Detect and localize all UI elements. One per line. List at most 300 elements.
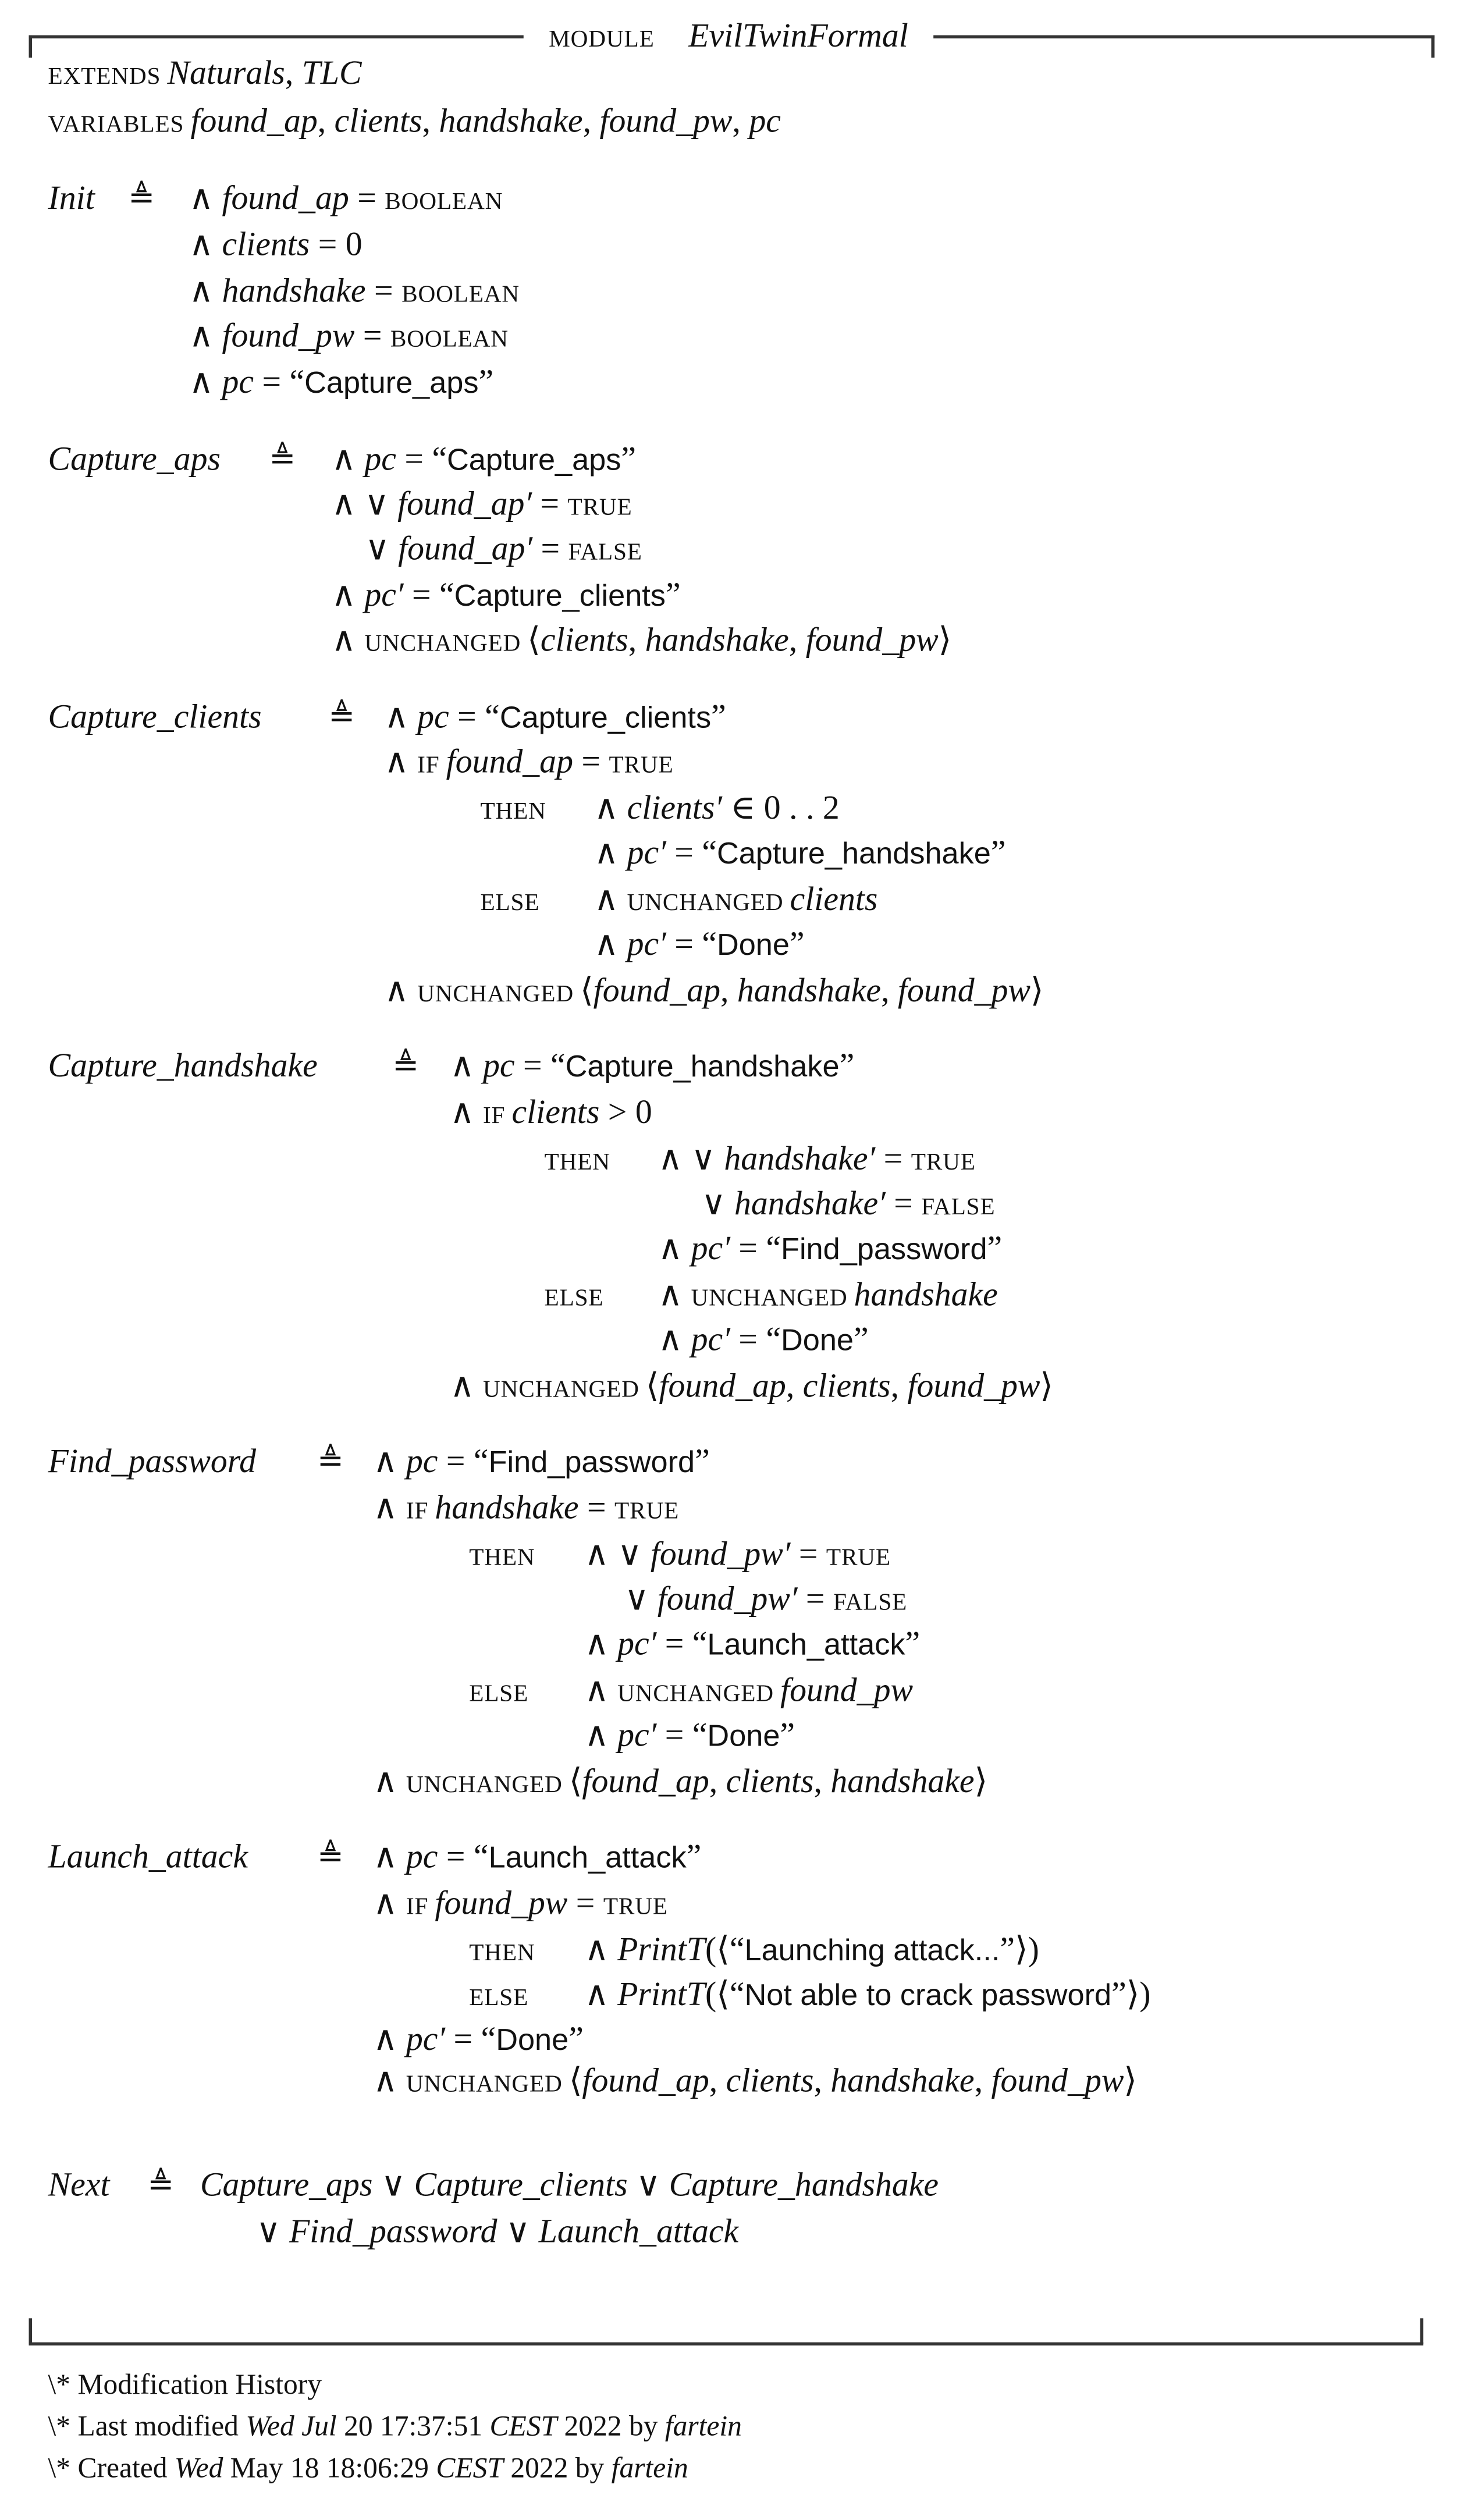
text: , — [813, 1761, 831, 1800]
operator: ∧ — [373, 1837, 406, 1876]
operator: ∧ — [384, 697, 418, 736]
identifier: Launch_attack — [538, 2212, 739, 2251]
identifier: handshake — [854, 1275, 998, 1314]
identifier: pc′ — [627, 924, 666, 963]
keyword: ELSE — [469, 1986, 529, 2012]
identifier: found_pw′ — [657, 1579, 798, 1618]
operator: ∧ — [450, 1366, 483, 1405]
identifier: Find_password — [289, 2212, 497, 2251]
identifier: pc′ — [691, 1320, 730, 1359]
operator: ” — [568, 2019, 584, 2058]
operator: ∨ — [365, 529, 399, 568]
definition-line-find-password — [584, 1534, 891, 1573]
operator: (⟨“ — [705, 1974, 745, 2013]
identifier: clients — [726, 1761, 814, 1800]
keyword: ELSE — [480, 890, 540, 917]
identifier: handshake — [439, 101, 583, 140]
string-literal: Launch_attack — [707, 1629, 905, 1663]
definition-name-init — [48, 178, 95, 217]
operator: ∈ 0 . . 2 — [722, 788, 840, 827]
definition-line-capture-aps — [365, 529, 642, 568]
keyword: TRUE — [614, 1499, 680, 1525]
identifier: found_ap — [593, 971, 721, 1010]
operator: ∧ — [384, 742, 418, 781]
identifier: clients — [540, 620, 628, 659]
definition-line-find-password — [584, 1670, 914, 1709]
identifier: found_pw — [599, 101, 733, 140]
defined-as-symbol: ≜ — [128, 180, 155, 216]
identifier: handshake′ — [734, 1183, 886, 1222]
definition-line-find-password — [469, 1674, 528, 1708]
definition-line-capture-aps — [331, 575, 681, 614]
identifier: Find_password — [48, 1441, 257, 1480]
text: \* Last modified — [48, 2409, 246, 2442]
string-literal: Capture_clients — [499, 702, 712, 736]
keyword: FALSE — [921, 1195, 996, 1221]
operator: = “ — [449, 697, 500, 736]
operator: ⟩ — [938, 620, 952, 659]
definition-line-find-password — [373, 1761, 988, 1800]
string-literal: Find_password — [781, 1233, 987, 1267]
definition-line-capture-handshake — [450, 1366, 1053, 1405]
modification-history-comment — [48, 2370, 322, 2399]
definition-name-capture-clients — [48, 697, 262, 736]
operator: ⟨ — [645, 1366, 659, 1405]
operator: ∧ — [331, 620, 365, 659]
string-literal: Capture_handshake — [565, 1051, 840, 1085]
text: , — [709, 1761, 726, 1800]
operator: ∧ — [658, 1228, 691, 1267]
operator: = “ — [514, 1046, 566, 1085]
definition-line-find-password — [584, 1624, 921, 1663]
keyword: THEN — [480, 799, 546, 826]
identifier: found_pw — [907, 1366, 1040, 1405]
identifier: pc′ — [364, 575, 404, 614]
string-literal: Launching attack... — [744, 1935, 1000, 1968]
operator: ∧ ∨ — [331, 484, 398, 523]
identifier: pc′ — [617, 1624, 657, 1663]
operator: = “ — [438, 1441, 489, 1480]
definition-line-launch-attack — [373, 2061, 1137, 2100]
definition-name-find-password — [48, 1441, 257, 1480]
string-literal: Capture_aps — [447, 444, 621, 478]
definition-line-capture-clients — [594, 788, 840, 827]
operator: ∧ — [189, 362, 222, 401]
keyword: BOOLEAN — [401, 282, 520, 308]
definition-line-capture-aps — [331, 439, 637, 478]
text: , — [788, 620, 806, 659]
operator: ” — [789, 924, 805, 963]
string-literal: Done — [707, 1720, 780, 1754]
keyword: FALSE — [568, 540, 642, 566]
operator: = “ — [666, 924, 717, 963]
operator: (⟨“ — [705, 1929, 745, 1968]
defined-as-symbol: ≜ — [147, 2167, 175, 2203]
identifier: clients — [511, 1092, 600, 1131]
keyword: IF — [482, 1103, 512, 1129]
operator: = — [354, 316, 390, 355]
operator: > 0 — [599, 1092, 652, 1131]
identifier: found_pw — [222, 316, 355, 355]
text: , — [317, 101, 335, 140]
identifier: Wed — [174, 2451, 223, 2484]
operator: = — [578, 1488, 615, 1527]
identifier: pc′ — [617, 1715, 657, 1754]
operator: ” — [780, 1715, 795, 1754]
identifier: handshake — [737, 971, 882, 1010]
identifier: Capture_aps — [48, 439, 221, 478]
identifier: found_pw — [435, 1883, 568, 1922]
operator: = — [365, 271, 402, 310]
string-literal: Done — [781, 1324, 854, 1359]
modification-history-comment — [48, 2411, 742, 2440]
identifier: found_pw — [897, 971, 1030, 1010]
keyword: TRUE — [609, 753, 674, 779]
identifier: Launch_attack — [48, 1837, 248, 1876]
identifier: CEST — [489, 2409, 557, 2442]
operator: ∨ — [701, 1183, 734, 1222]
operator: ∧ — [658, 1320, 691, 1359]
operator: ∨ — [624, 1579, 658, 1618]
operator: = — [532, 529, 568, 568]
operator: = “ — [730, 1228, 781, 1267]
operator: ∧ — [450, 1046, 483, 1085]
identifier: found_pw′ — [650, 1534, 791, 1573]
operator: = — [567, 1883, 603, 1922]
identifier: Wed Jul — [246, 2409, 337, 2442]
definition-line-find-password — [373, 1488, 680, 1527]
operator: ⟩ — [1030, 971, 1044, 1010]
keyword: ELSE — [469, 1682, 529, 1708]
keyword: UNCHANGED — [691, 1286, 854, 1312]
modification-history-comment — [48, 2453, 688, 2482]
text: \* Modification History — [48, 2368, 322, 2401]
identifier: pc′ — [691, 1228, 730, 1267]
operator: ∧ — [189, 316, 222, 355]
identifier: handshake — [645, 620, 789, 659]
operator: = — [790, 1534, 826, 1573]
operator: = — [885, 1183, 922, 1222]
identifier: clients — [334, 101, 422, 140]
operator: ∧ — [373, 1761, 406, 1800]
keyword: TRUE — [911, 1150, 976, 1176]
operator: ” — [695, 1441, 710, 1480]
identifier: found_ap — [190, 101, 318, 140]
operator: ” — [478, 362, 494, 401]
definition-line-capture-clients — [384, 697, 726, 736]
definition-line-capture-handshake — [450, 1092, 652, 1131]
operator: ⟩ — [974, 1761, 988, 1800]
keyword: TRUE — [567, 495, 632, 521]
definition-line-capture-clients — [384, 971, 1044, 1010]
operator: ⟨ — [527, 620, 541, 659]
identifier: found_ap — [222, 178, 349, 217]
operator: ∧ — [584, 1974, 618, 2013]
module-name: EvilTwinFormal — [676, 16, 921, 55]
operator: ”⟩) — [1111, 1974, 1151, 2013]
operator: = “ — [438, 1837, 489, 1876]
definition-line-capture-handshake — [658, 1139, 976, 1178]
keyword: FALSE — [833, 1590, 908, 1616]
defined-as-symbol: ≜ — [328, 699, 356, 735]
definition-line-capture-clients — [480, 883, 539, 916]
text: May 18 18:06:29 — [223, 2451, 436, 2484]
keyword: UNCHANGED — [406, 2072, 569, 2098]
identifier: clients — [222, 225, 310, 264]
definition-line-capture-clients — [480, 791, 546, 825]
operator: ∧ — [450, 1092, 483, 1131]
identifier: PrintT — [617, 1974, 706, 2013]
operator: ∧ — [594, 924, 627, 963]
definition-name-capture-handshake — [48, 1046, 318, 1085]
operator: = “ — [666, 833, 717, 872]
text: , — [422, 101, 439, 140]
operator: ⟩ — [1040, 1366, 1053, 1405]
operator: ∧ — [189, 271, 222, 310]
operator: ∧ — [658, 1275, 691, 1314]
identifier: pc — [482, 1046, 515, 1085]
operator: = — [532, 484, 568, 523]
operator: ” — [711, 697, 726, 736]
operator: ∧ — [373, 2061, 406, 2100]
identifier: clients — [802, 1366, 891, 1405]
identifier: found_pw — [780, 1670, 914, 1709]
string-literal: Not able to crack password — [744, 1979, 1112, 2013]
operator: = “ — [656, 1715, 708, 1754]
text: , — [890, 1366, 908, 1405]
identifier: clients′ — [627, 788, 723, 827]
operator: ∧ ∨ — [658, 1139, 724, 1178]
variables-line — [48, 101, 781, 140]
identifier: Capture_handshake — [48, 1046, 318, 1085]
operator: ∧ — [594, 833, 627, 872]
operator: ∧ — [373, 1883, 406, 1922]
keyword: IF — [406, 1895, 435, 1921]
text: , — [709, 2061, 726, 2100]
identifier: pc — [406, 1441, 438, 1480]
identifier: Capture_aps — [200, 2165, 373, 2204]
operator: = — [349, 178, 385, 217]
definition-line-init — [189, 316, 509, 355]
definition-line-capture-handshake — [701, 1183, 996, 1222]
operator: = — [573, 742, 609, 781]
definition-line-capture-aps — [331, 620, 952, 659]
definition-line-capture-clients — [594, 924, 805, 963]
definition-name-launch-attack — [48, 1837, 248, 1876]
identifier: found_ap — [446, 742, 573, 781]
identifier: handshake — [435, 1488, 579, 1527]
identifier: Capture_clients — [48, 697, 262, 736]
keyword: THEN — [469, 1941, 535, 1967]
keyword: UNCHANGED — [482, 1377, 646, 1403]
identifier: clients — [790, 879, 878, 918]
definition-line-launch-attack — [373, 1883, 668, 1922]
module-keyword: MODULE — [536, 27, 667, 53]
definition-line-init — [189, 271, 520, 310]
operator: ” — [987, 1228, 1003, 1267]
identifier: fartein — [664, 2409, 742, 2442]
text: 20 17:37:51 — [336, 2409, 490, 2442]
module-header — [0, 16, 1457, 56]
identifier: clients — [726, 2061, 814, 2100]
identifier: found_pw — [805, 620, 939, 659]
operator: ” — [686, 1837, 702, 1876]
operator: ∧ — [584, 1929, 618, 1968]
text: , — [285, 53, 302, 92]
identifier: Capture_clients — [414, 2165, 628, 2204]
operator: ∧ — [373, 1441, 406, 1480]
keyword: UNCHANGED — [417, 982, 581, 1008]
keyword: BOOLEAN — [385, 189, 503, 215]
text: , — [813, 2061, 831, 2100]
identifier: Next — [48, 2165, 110, 2204]
operator: ∧ — [584, 1670, 618, 1709]
text: , — [974, 2061, 992, 2100]
text: \* Created — [48, 2451, 175, 2484]
identifier: pc — [406, 1837, 438, 1876]
definition-line-capture-handshake — [545, 1278, 604, 1312]
definition-line-capture-aps — [331, 484, 632, 523]
identifier: found_pw — [991, 2061, 1124, 2100]
text: , — [881, 971, 898, 1010]
operator: ∧ — [584, 1715, 618, 1754]
keyword: EXTENDS — [48, 65, 168, 91]
definition-line-launch-attack — [373, 2019, 584, 2058]
keyword: IF — [406, 1499, 435, 1525]
keyword: UNCHANGED — [617, 1682, 781, 1708]
operator: ∧ ∨ — [584, 1534, 651, 1573]
defined-as-symbol: ≜ — [269, 442, 296, 477]
module-bottom-rule — [29, 2343, 1424, 2345]
keyword: IF — [417, 753, 446, 779]
operator: ⟩ — [1124, 2061, 1137, 2100]
operator: ⟨ — [568, 2061, 582, 2100]
module-bottom-left-tick — [29, 2318, 31, 2344]
keyword: VARIABLES — [48, 112, 191, 138]
operator: ∧ — [331, 439, 365, 478]
definition-line-find-password — [373, 1441, 710, 1480]
string-literal: Capture_clients — [454, 580, 666, 614]
operator: = “ — [253, 362, 305, 401]
text: , — [582, 101, 600, 140]
operator: ” — [621, 439, 637, 478]
operator: = — [875, 1139, 911, 1178]
operator: = “ — [445, 2019, 496, 2058]
operator: ∧ — [373, 1488, 406, 1527]
identifier: handshake — [222, 271, 366, 310]
string-literal: Find_password — [488, 1446, 695, 1480]
keyword: BOOLEAN — [390, 327, 509, 353]
operator: = “ — [730, 1320, 781, 1359]
defined-as-symbol: ≜ — [317, 1839, 344, 1875]
identifier: PrintT — [617, 1929, 706, 1968]
identifier: fartein — [611, 2451, 688, 2484]
definition-line-launch-attack — [469, 1933, 535, 1967]
keyword: TRUE — [826, 1545, 891, 1572]
operator: ”⟩) — [1000, 1929, 1039, 1968]
identifier: handshake′ — [724, 1139, 876, 1178]
operator: ∨ — [256, 2212, 290, 2251]
identifier: found_ap′ — [398, 529, 533, 568]
keyword: ELSE — [544, 1286, 604, 1312]
keyword: TRUE — [603, 1895, 668, 1921]
keyword: THEN — [469, 1545, 535, 1572]
identifier: found_ap — [659, 1366, 786, 1405]
string-literal: Capture_handshake — [716, 838, 991, 872]
identifier: Init — [48, 178, 95, 217]
text: , — [786, 1366, 803, 1405]
definition-name-next — [48, 2165, 110, 2204]
text: , — [628, 620, 645, 659]
identifier: pc — [749, 101, 781, 140]
definition-name-capture-aps — [48, 439, 221, 478]
operator: ∧ — [584, 1624, 618, 1663]
identifier: handshake — [830, 1761, 975, 1800]
operator: ∨ — [627, 2165, 669, 2204]
operator: ∨ — [497, 2212, 539, 2251]
definition-line-capture-handshake — [658, 1228, 1003, 1267]
operator: ∧ — [594, 788, 627, 827]
string-literal: Done — [716, 929, 790, 963]
definition-line-init — [189, 362, 494, 401]
identifier: pc′ — [406, 2019, 446, 2058]
definition-line-next — [200, 2165, 939, 2204]
definition-line-launch-attack — [584, 1974, 1151, 2013]
text: 2022 by — [557, 2409, 665, 2442]
definition-line-launch-attack — [469, 1978, 528, 2011]
operator: = “ — [656, 1624, 708, 1663]
definition-line-capture-clients — [594, 879, 878, 918]
text: , — [732, 101, 749, 140]
definition-line-capture-clients — [594, 833, 1006, 872]
keyword: UNCHANGED — [364, 631, 528, 657]
operator: = — [797, 1579, 833, 1618]
operator: ∧ — [384, 971, 418, 1010]
operator: ∧ — [594, 879, 627, 918]
keyword: UNCHANGED — [406, 1773, 569, 1799]
identifier: Capture_handshake — [669, 2165, 939, 2204]
identifier: pc′ — [627, 833, 666, 872]
definition-line-capture-handshake — [658, 1320, 869, 1359]
definition-line-find-password — [584, 1715, 795, 1754]
identifier: handshake — [830, 2061, 975, 2100]
keyword: UNCHANGED — [627, 890, 790, 917]
string-literal: Done — [496, 2024, 569, 2058]
operator: ∧ — [189, 225, 222, 264]
operator: ” — [990, 833, 1006, 872]
definition-line-find-password — [624, 1579, 908, 1618]
definition-line-next — [256, 2212, 739, 2251]
operator: ” — [853, 1320, 869, 1359]
operator: ⟨ — [580, 971, 594, 1010]
definition-line-capture-handshake — [450, 1046, 855, 1085]
operator: ” — [905, 1624, 921, 1663]
operator: ⟨ — [568, 1761, 582, 1800]
operator: = 0 — [310, 225, 363, 264]
keyword: THEN — [544, 1150, 610, 1176]
operator: = “ — [403, 575, 454, 614]
definition-line-capture-clients — [384, 742, 674, 781]
definition-line-launch-attack — [373, 1837, 702, 1876]
definition-line-init — [189, 178, 503, 217]
identifier: pc — [364, 439, 396, 478]
operator: = “ — [396, 439, 447, 478]
identifier: CEST — [436, 2451, 503, 2484]
identifier: found_ap — [582, 1761, 709, 1800]
defined-as-symbol: ≜ — [392, 1048, 420, 1084]
defined-as-symbol: ≜ — [317, 1444, 344, 1480]
definition-line-launch-attack — [584, 1929, 1039, 1968]
